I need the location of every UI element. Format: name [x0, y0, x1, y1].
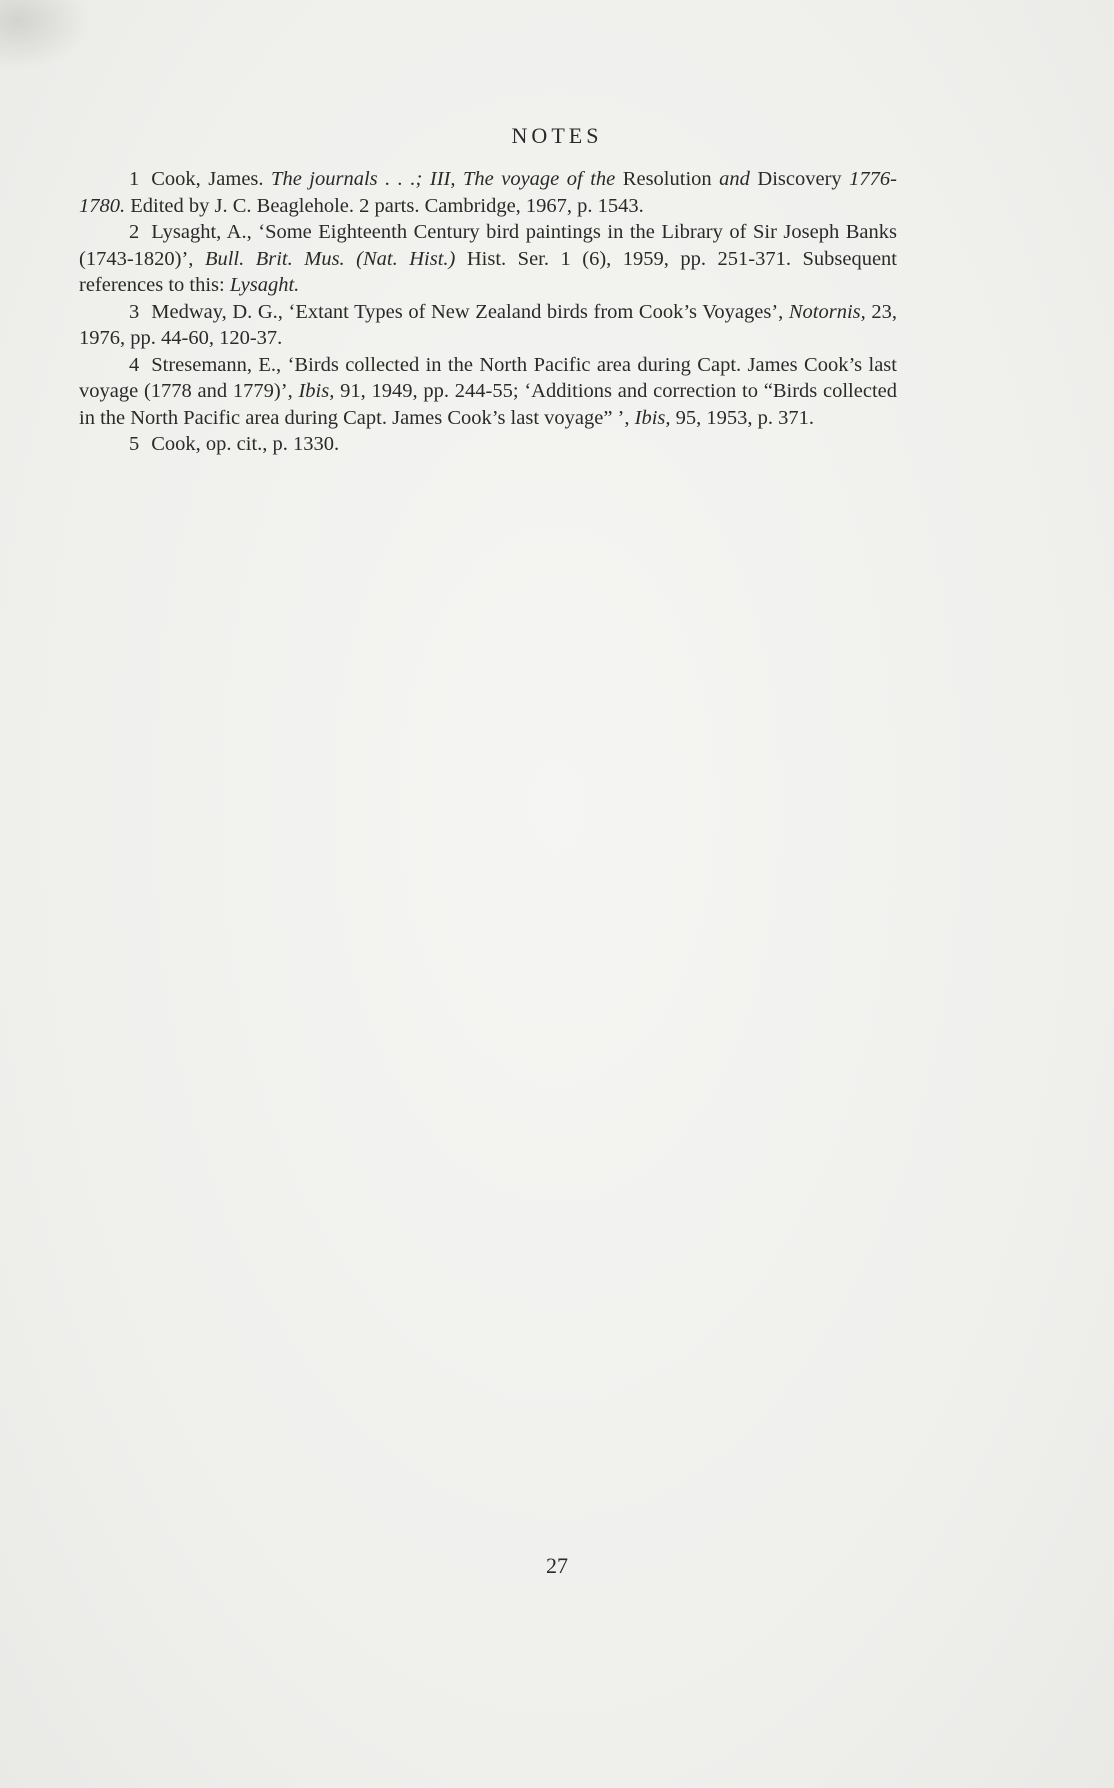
note-italic-text: Lysaght.: [229, 274, 300, 296]
note-text: Cook, James.: [151, 168, 272, 190]
notes-heading: NOTES: [511, 123, 603, 148]
note-number: 4: [129, 353, 140, 376]
note-italic-text: Notornis,: [788, 300, 866, 323]
note-text: 23, 1976, pp. 44-60, 120-37.: [79, 300, 897, 349]
note-italic-text: and: [719, 168, 758, 190]
note-italic-text: The journals . . .; III, The voyage of the: [271, 168, 623, 190]
note-number: 1: [129, 168, 140, 190]
note-text: Edited by J. C. Beaglehole. 2 parts. Cambridge, 1967, p. 1543.: [125, 194, 644, 217]
note-italic-text: 1776-1780.: [79, 168, 897, 217]
note-4: [79, 352, 897, 432]
note-text: Stresemann, E., ‘Birds collected in the North Pacific area during Capt. James Cook’s last voyage (1778 and 1779)’,: [79, 353, 897, 402]
note-text: Discovery: [757, 168, 850, 190]
note-text: Resolution: [622, 168, 720, 190]
note-italic-text: Ibis,: [634, 406, 671, 429]
note-text: Hist. Ser. 1 (6), 1959, pp. 251-371. Subsequent references to this:: [79, 247, 897, 296]
note-number: 3: [129, 300, 140, 323]
note-5: [79, 431, 897, 458]
note-1: [79, 166, 897, 219]
page-number: 27: [546, 1553, 568, 1578]
note-2: [79, 219, 897, 299]
note-italic-text: Ibis,: [298, 380, 335, 402]
note-number: 2: [129, 221, 140, 243]
notes-list: [79, 166, 897, 458]
note-text: Cook, op. cit., p. 1330.: [151, 433, 340, 455]
scan-corner-shadow: [0, 0, 90, 70]
note-italic-text: Bull. Brit. Mus. (Nat. Hist.): [204, 247, 456, 270]
note-text: 91, 1949, pp. 244-55; ‘Additions and correction to “Birds collected in the North Pacific area during Capt. James Cook’s last voyage” ’,: [79, 380, 897, 429]
note-3: [79, 299, 897, 352]
note-text: 95, 1953, p. 371.: [670, 406, 815, 429]
note-text: Medway, D. G., ‘Extant Types of New Zealand birds from Cook’s Voyages’,: [151, 300, 789, 323]
note-text: Lysaght, A., ‘Some Eighteenth Century bird paintings in the Library of Sir Joseph Banks (1743-1820)’,: [79, 221, 897, 270]
note-number: 5: [129, 433, 140, 455]
